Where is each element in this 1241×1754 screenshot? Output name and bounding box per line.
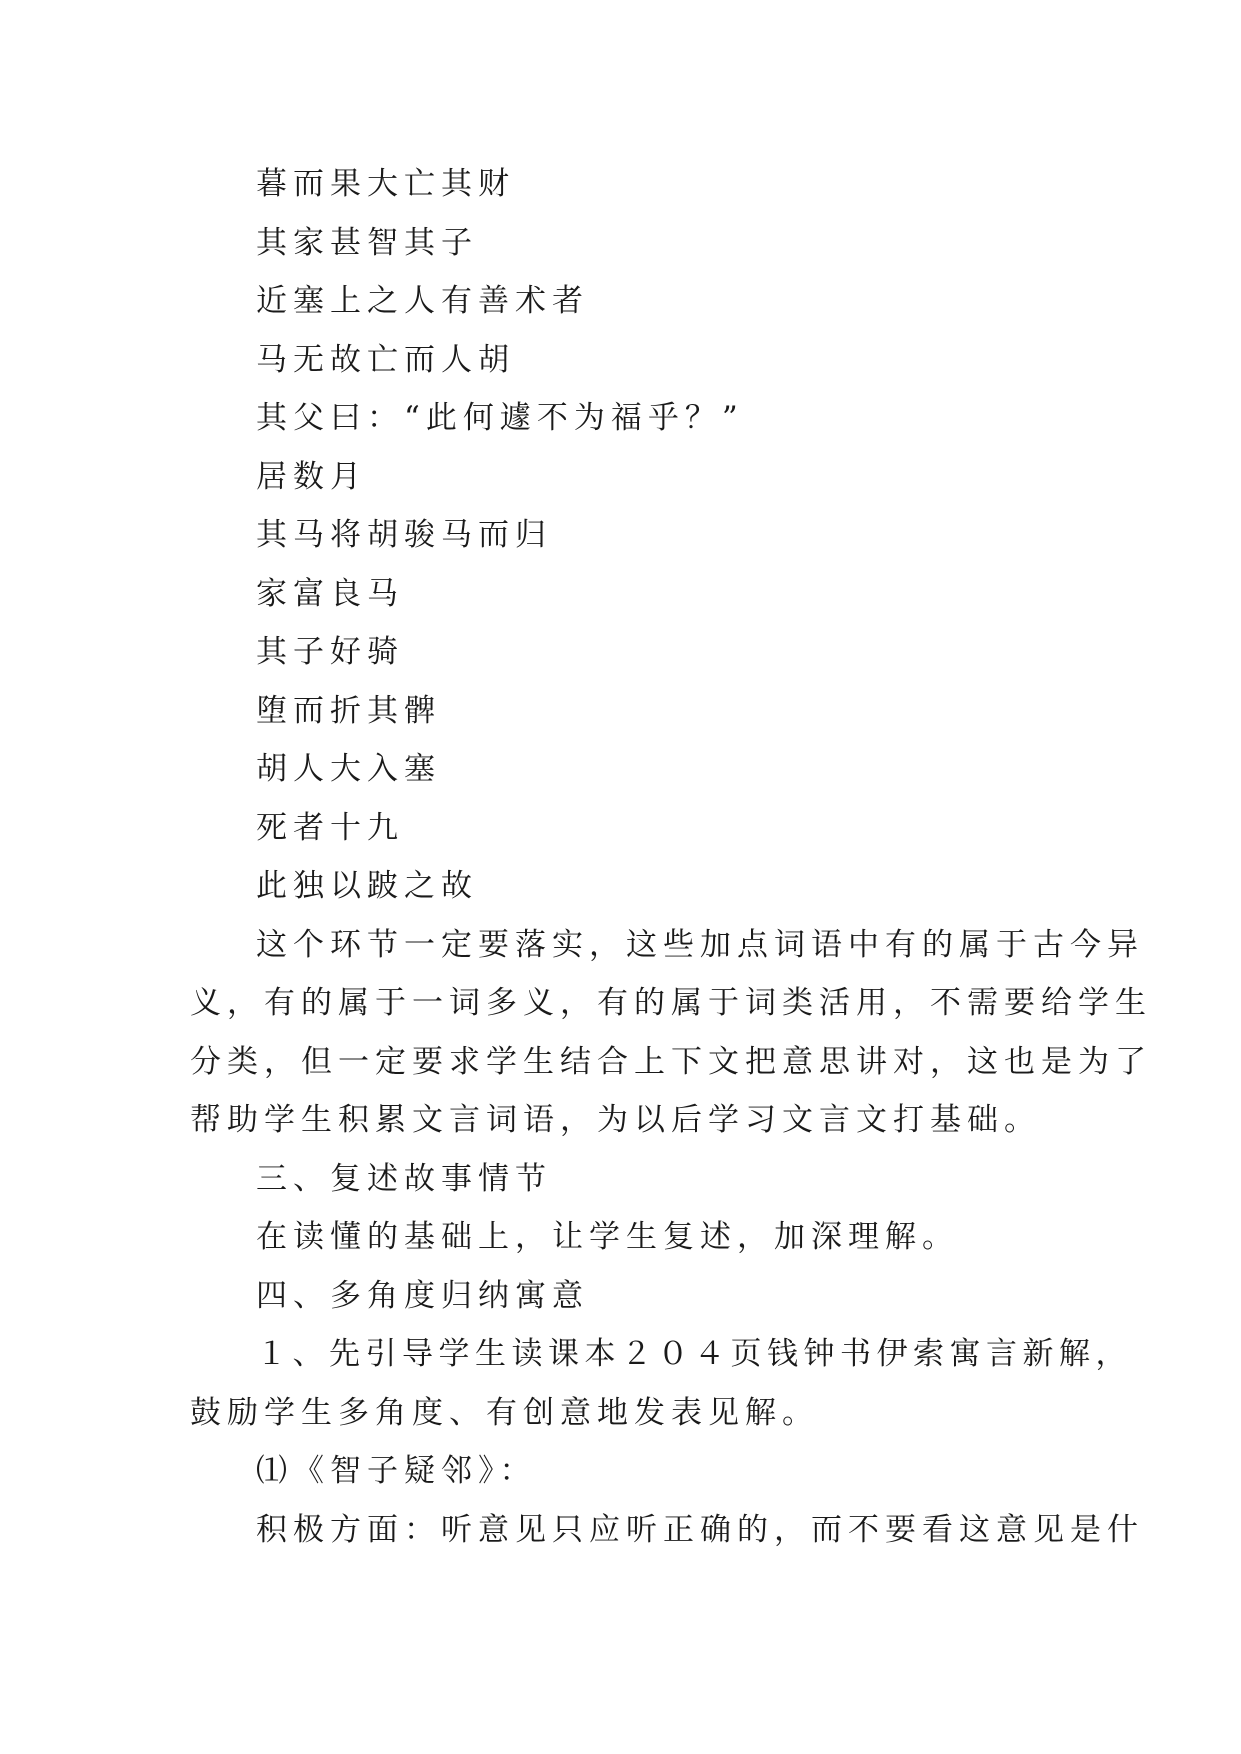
- text-line: 其子好骑: [256, 634, 404, 670]
- paragraph-line: 分类，但一定要求学生结合上下文把意思讲对，这也是为了: [190, 1043, 1152, 1080]
- text-line: 近塞上之人有善术者: [256, 283, 589, 319]
- text-line: 堕而折其髀: [256, 692, 441, 729]
- text-line: 暮而果大亡其财: [256, 166, 515, 202]
- text-line: 其父曰：“此何遽不为福乎？”: [256, 400, 744, 436]
- paragraph-line: 在读懂的基础上，让学生复述，加深理解。: [256, 1219, 959, 1255]
- text-line: 家富良马: [256, 575, 404, 612]
- subsection-heading: ⑴《智子疑邻》：: [256, 1453, 537, 1489]
- text-line: 其家甚智其子: [256, 224, 478, 261]
- paragraph-line: 帮助学生积累文言词语，为以后学习文言文打基础。: [190, 1102, 1041, 1138]
- text-line: 其马将胡骏马而归: [256, 517, 552, 553]
- document-body: [190, 155, 1152, 1559]
- section-heading: 三、复述故事情节: [256, 1160, 552, 1197]
- paragraph-line: 义，有的属于一词多义，有的属于词类活用，不需要给学生: [190, 985, 1152, 1021]
- paragraph-line: 鼓励学生多角度、有创意地发表见解。: [190, 1394, 819, 1431]
- section-heading: 四、多角度归纳寓意: [256, 1277, 589, 1314]
- paragraph-line: 积极方面：听意见只应听正确的，而不要看这意见是什: [256, 1511, 1144, 1548]
- text-line: 此独以跛之故: [256, 868, 478, 904]
- paragraph-line: 这个环节一定要落实，这些加点词语中有的属于古今异: [256, 926, 1144, 963]
- text-line: 胡人大入塞: [256, 751, 441, 787]
- text-line: 马无故亡而人胡: [256, 341, 515, 378]
- text-line: 死者十九: [256, 809, 404, 846]
- text-line: 居数月: [256, 458, 367, 495]
- paragraph-line: １、先引导学生读课本２０４页钱钟书伊索寓言新解，: [256, 1336, 1132, 1372]
